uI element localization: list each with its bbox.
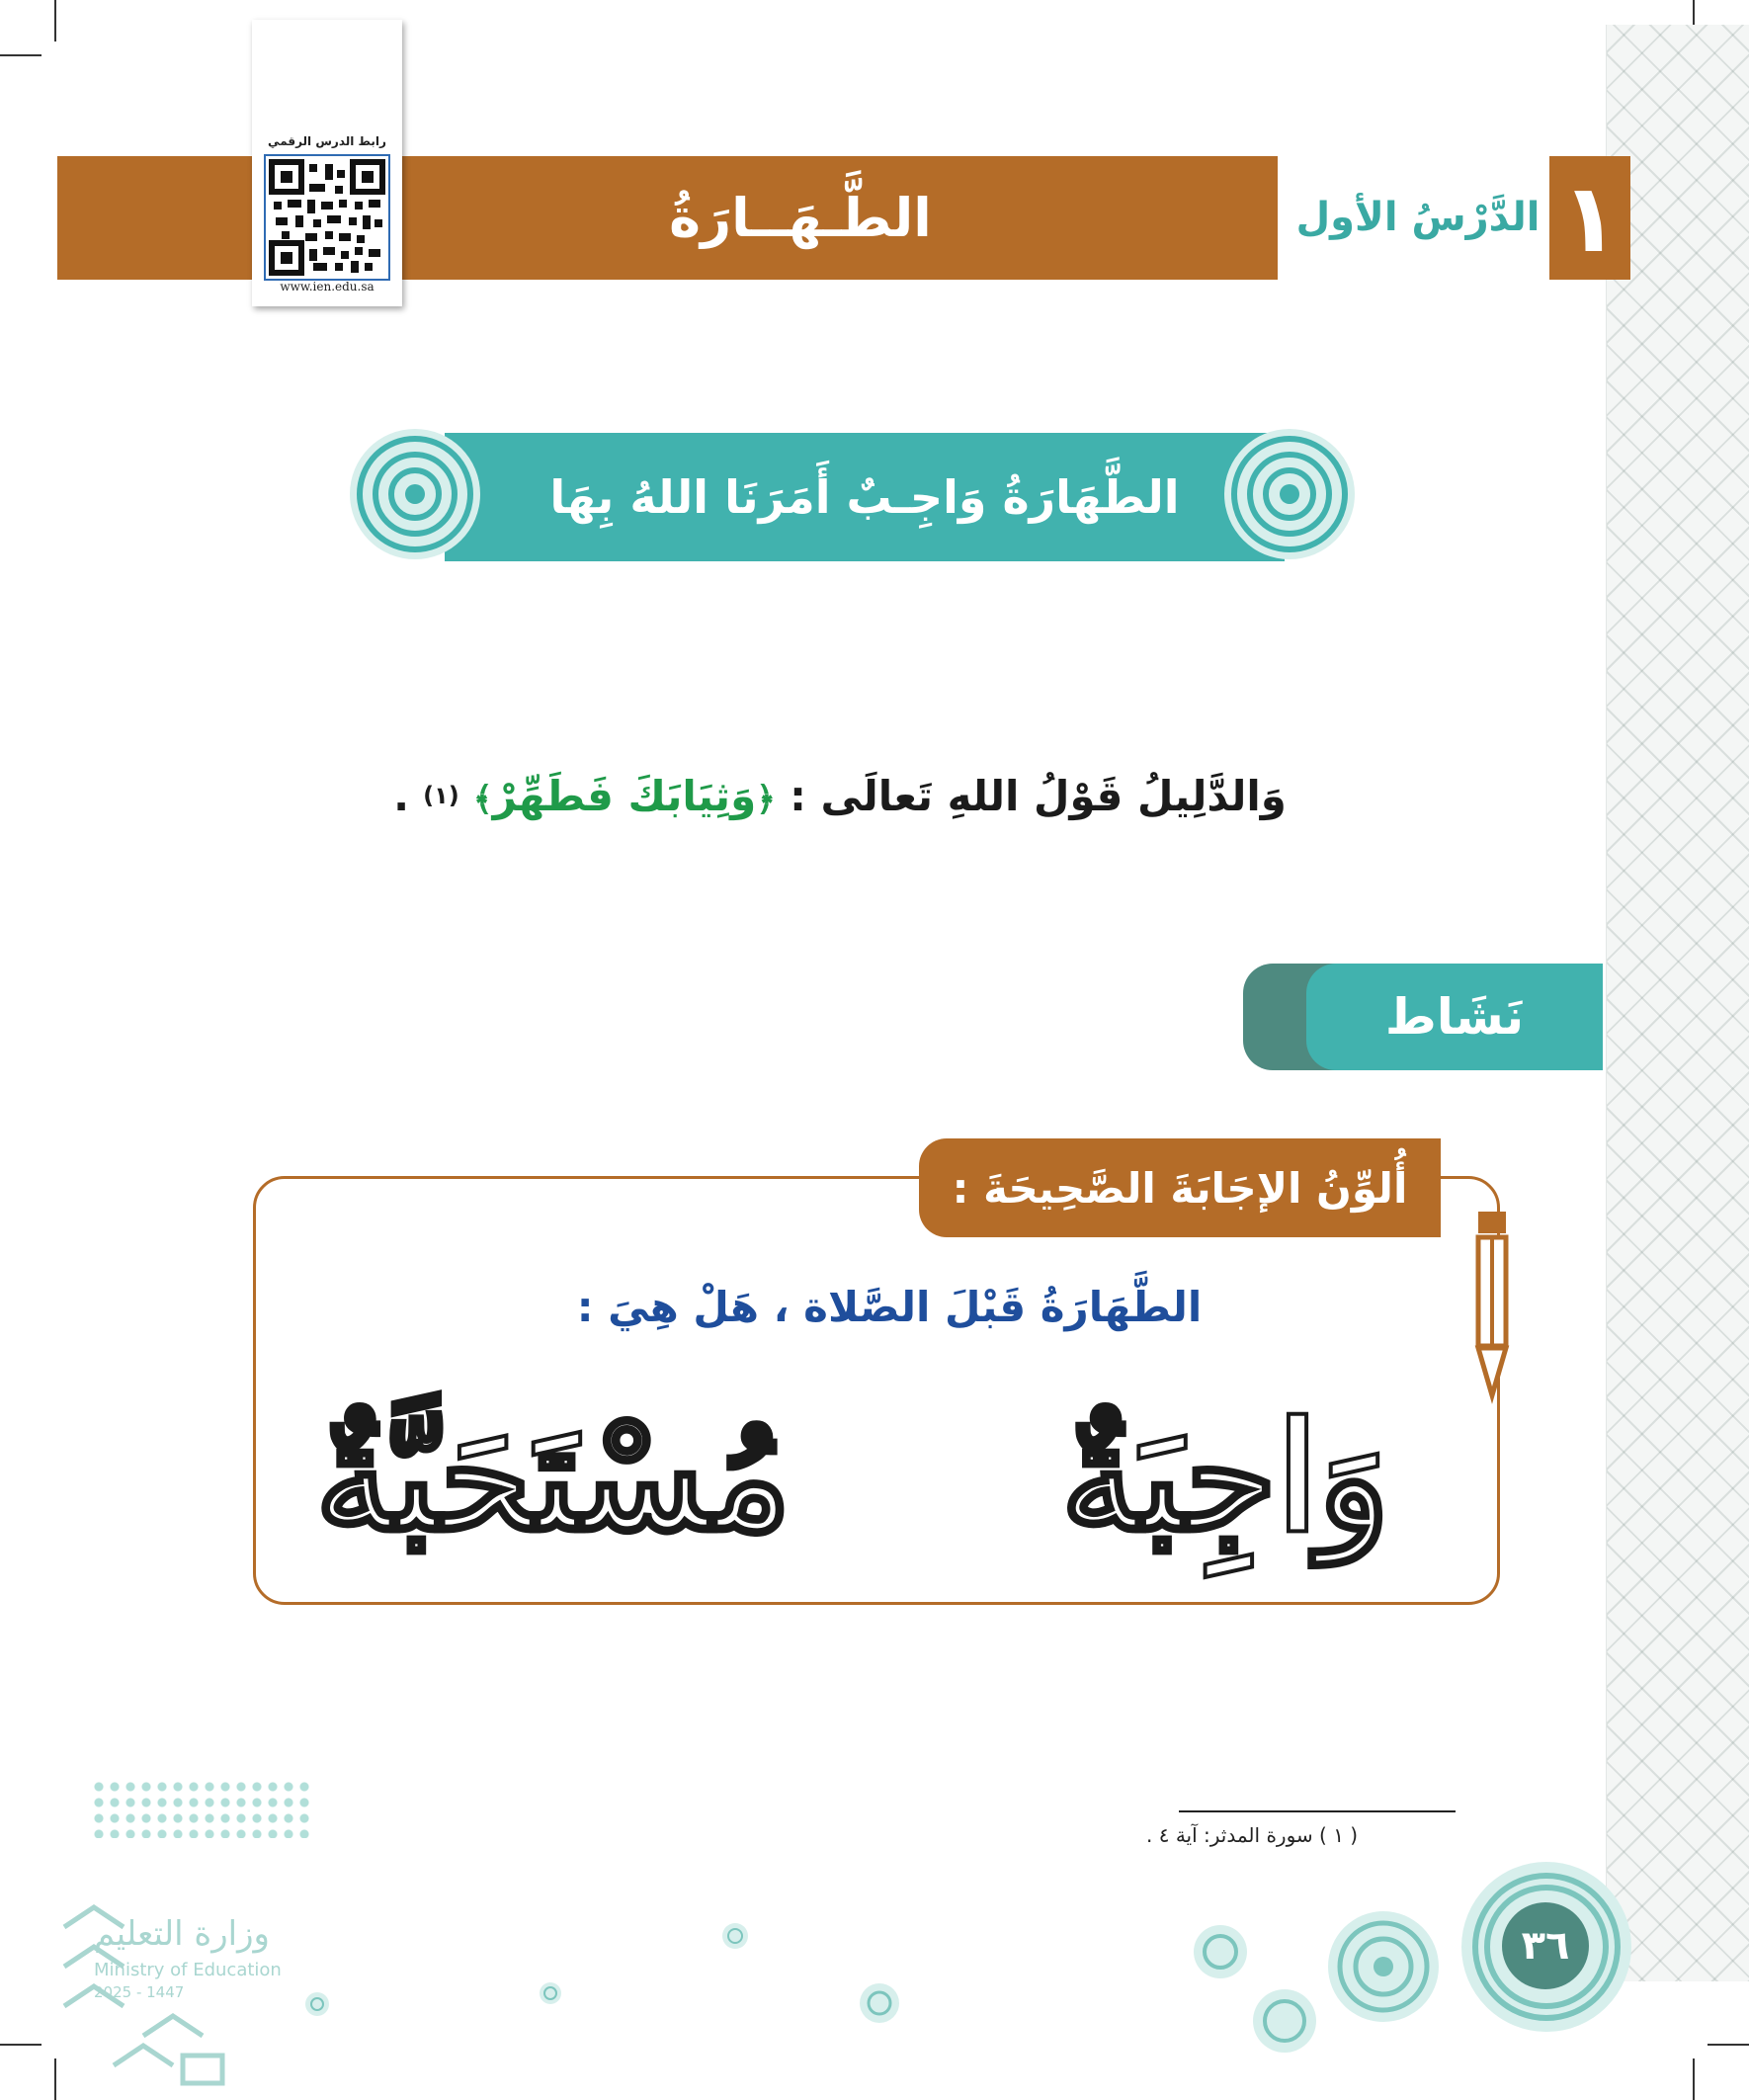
page-number: ٣٦	[1521, 1923, 1570, 1969]
rosette-icon	[1220, 425, 1359, 563]
rosette-icon	[721, 1922, 749, 1950]
footnote-reference: (١)	[423, 782, 459, 809]
pencil-icon	[1470, 1208, 1514, 1405]
instruction-text: أُلوِّنُ الإجَابَةَ الصَّحِيحَةَ :	[952, 1163, 1408, 1213]
key-statement-text: الطَّهَارَةُ وَاجِـبٌ أَمَرَنَا اللهُ بِهَا	[549, 470, 1180, 524]
lesson-label: الدَّرْسُ الأول	[1295, 195, 1541, 240]
ministry-name-arabic: وزارة التعليم	[94, 1914, 270, 1954]
activity-label: نَشَاط	[1384, 988, 1525, 1046]
rosette-icon	[346, 425, 484, 563]
qr-caption: رابط الدرس الرقمي	[268, 134, 386, 148]
qr-code-icon[interactable]	[264, 154, 390, 281]
rosette-icon	[1324, 1907, 1443, 2026]
rosette-icon	[1191, 1922, 1250, 1981]
quran-verse	[473, 772, 776, 820]
footnote-divider	[1179, 1810, 1456, 1812]
rosette-icon	[858, 1981, 901, 2025]
crop-mark	[1693, 2058, 1695, 2100]
question-text: الطَّهَارَةُ قَبْلَ الصَّلاة ، هَلْ هِيَ :	[576, 1283, 1203, 1331]
side-ornament-border	[1606, 25, 1749, 1981]
verse-text: وَثِيَابَكَ فَطَهِّرْ	[492, 771, 757, 820]
verse-bracket-close: ﴾	[472, 779, 493, 819]
ministry-logo-icon	[91, 1779, 313, 1838]
crop-mark	[54, 0, 56, 42]
lesson-title: الطَّـهَــارَةُ	[669, 187, 932, 249]
crop-mark	[1707, 2044, 1749, 2046]
rosette-icon	[1250, 1986, 1319, 2056]
rosette-icon	[539, 1981, 562, 2005]
ministry-years: 2025 - 1447	[94, 1983, 185, 2001]
answer-option-mustahabba[interactable]: مُسْتَحَبَّةٌ	[315, 1390, 791, 1564]
ministry-name-english: Ministry of Education	[94, 1959, 282, 1980]
qr-url[interactable]: www.ien.edu.sa	[280, 280, 375, 294]
answer-option-wajiba[interactable]: وَاجِبَةٌ	[1060, 1390, 1390, 1564]
crop-mark	[0, 2044, 42, 2046]
proof-end: .	[393, 771, 410, 820]
verse-bracket-open: ﴿	[756, 779, 777, 819]
lesson-number: ١	[1560, 162, 1620, 274]
proof-intro: وَالدَّلِيلُ قَوْلُ اللهِ تَعالَى :	[790, 771, 1287, 820]
crop-mark	[0, 54, 42, 56]
footnote-text: ( ١ ) سورة المدثر: آية ٤ .	[1146, 1823, 1359, 1847]
proof-line	[375, 751, 1304, 840]
